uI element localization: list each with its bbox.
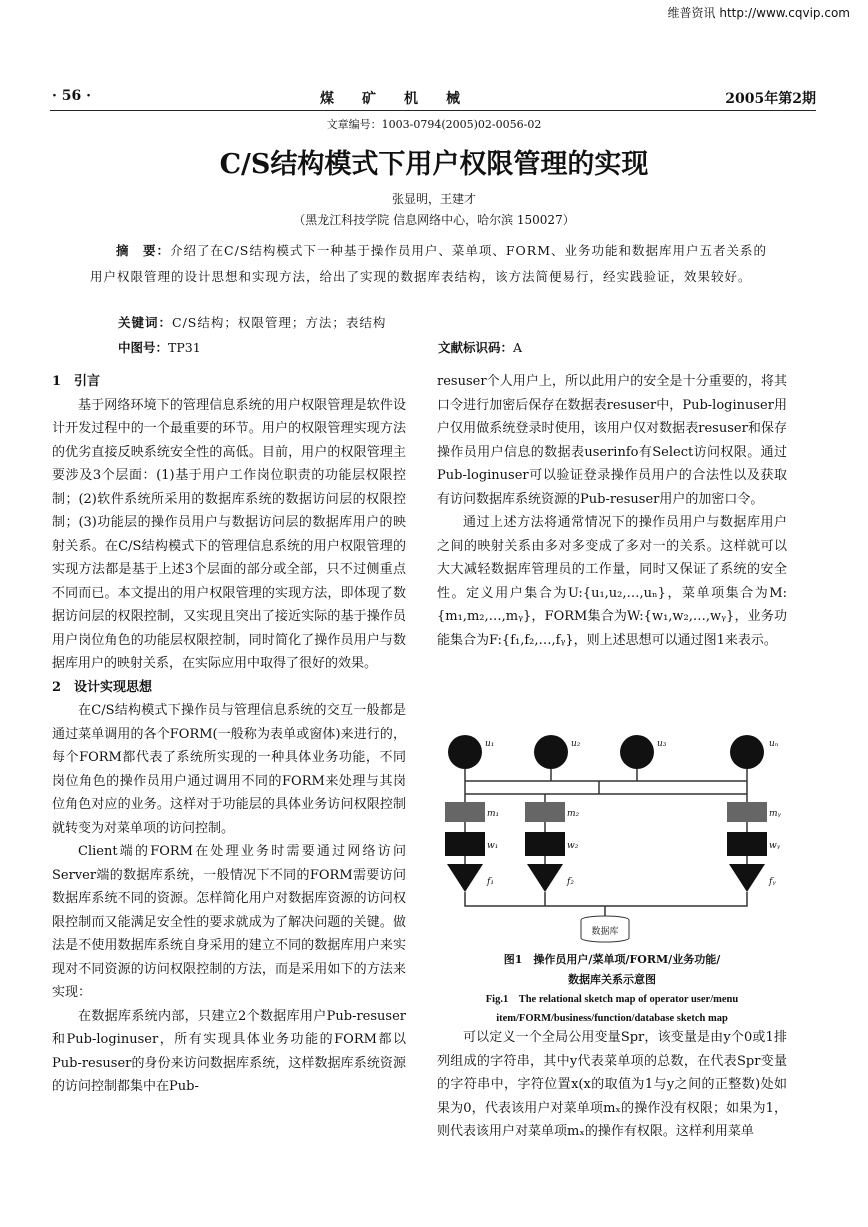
user-label: uₙ [769,739,779,749]
figure-1 [437,734,787,949]
article-number: 文章编号：1003-0794(2005)02-0056-02 [326,118,542,131]
issue-info: 2005年第2期 [725,91,816,107]
affiliation: （黑龙江科技学院 信息网络中心，哈尔滨 150027） [293,213,575,227]
keywords-text: C/S结构；权限管理；方法；表结构 [172,315,387,330]
relationship-diagram [437,734,787,949]
caption-cn-line1: 图1 操作员用户/菜单项/FORM/业务功能/ [503,953,721,966]
form-label: w₁ [487,841,499,851]
form-label: wᵧ [769,841,781,851]
clc-number [118,338,201,356]
paragraph: 在数据库系统内部，只建立2个数据库用户Pub-resuser和Pub-loginuser，所有实现具体业务功能的FORM都以Pub-resuser的身份来访问数据库系统，这样数据库系统资源的访问控制都集中在Pub- [52,1008,406,1094]
keywords-label: 关键词： [118,315,173,330]
function-node [527,864,563,892]
form-label: w₂ [567,841,579,851]
abstract-label: 摘 要： [116,243,171,258]
user-label: u₁ [485,739,495,749]
paragraph: 在C/S结构模式下操作员与管理信息系统的交互一般都是通过菜单调用的各个FORM(一般称为表单或窗体)来进行的，每个FORM都代表了系统所实现的一种具体业务功能，不同岗位角色的操作员用户通过调用不同的FORM来处理与其岗位角色对应的业务。这样对于功能层的具体业务访问权限控制就转变为对菜单项的访问控制。 [52,703,406,836]
paragraph: 可以定义一个全局公用变量Spr，该变量是由y个0或1排列组成的字符串，其中y代表菜单项的总数，在代表Spr变量的字符串中，字符位置x(x的取值为1与y之间的正整数)处如果为0，代表该用户对菜单项mₓ的操作没有权限；如果为1，则代表该用户对菜单项mₓ的操作有权限。这样利用菜单 [437,1030,787,1139]
user-node [730,735,764,769]
function-label: f₂ [567,877,574,887]
doccode-label: 文献标识码： [438,340,514,355]
section-heading-intro: 1 引言 [52,374,101,389]
form-node [445,832,485,856]
paragraph: 基于网络环境下的管理信息系统的用户权限管理是软件设计开发过程中的一个最重要的环节。用户的权限管理实现方法的优劣直接反映系统安全性的高低。目前，用户的权限管理主要涉及3个层面：(1)基于用户工作岗位职责的功能层权限控制；(2)软件系统所采用的数据库系统的数据访问层的权限控制；(3)功能层的操作员用户与数据访问层的数据库用户的映射关系。在C/S结构模式下的管理信息系统的用户权限管理的实现方法都是基于上述3个层面的部分或全部，只不过侧重点不同而已。本文提出的用户权限管理的实现方法，即体现了数据访问层的权限控制，又实现且突出了接近实际的基于操作员用户岗位角色的功能层权限控制，同时简化了操作员用户与数据库用户的映射关系，在实际应用中取得了很好的效果。 [52,397,406,671]
function-label: fᵧ [769,877,776,887]
paragraph: Client端的FORM在处理业务时需要通过网络访问Server端的数据库系统，一般情况下不同的FORM需要访问数据库系统不同的资源。怎样简化用户对数据库资源的访问权限控制而又能满足安全性的要求就成为了解决问题的关键。做法是不使用数据库系统自身采用的建立不同的数据库用户来实现对不同资源的访问权限控制的方法，而是采用如下的方法来实现： [52,844,406,1000]
menu-node [525,802,565,822]
caption-en-line2: item/FORM/business/function/database sketch map [496,1013,728,1024]
caption-cn-line2: 数据库关系示意图 [568,973,656,986]
function-node [447,864,483,892]
form-node [727,832,767,856]
figure-caption [437,950,787,1028]
form-node [525,832,565,856]
paper-title: C/S结构模式下用户权限管理的实现 [219,149,649,180]
user-label: u₃ [657,739,667,749]
right-column [437,370,787,652]
function-label: f₁ [487,877,494,887]
page-number: · 56 · [52,88,91,104]
clc-value: TP31 [168,340,201,355]
user-node [620,735,654,769]
left-column [52,370,406,1099]
paragraph: 通过上述方法将通常情况下的操作员用户与数据库用户之间的映射关系由多对多变成了多对一的关系。这样就可以大大减轻数据库管理员的工作量，同时又保证了系统的安全性。定义用户集合为U:{u₁,u₂,…,uₙ}，菜单项集合为M:{m₁,m₂,…,mᵧ}，FORM集合为W:{w₁,w₂,…,wᵧ}，业务功能集合为F:{f₁,f₂,…,fᵧ}，则上述思想可以通过图1来表示。 [437,515,787,648]
menu-label: m₂ [567,809,580,819]
caption-en-line1: Fig.1 The relational sketch map of operator user/menu [485,994,739,1005]
document-code [438,338,522,356]
section-heading-design: 2 设计实现思想 [52,679,153,695]
database-label: 数据库 [591,927,619,937]
journal-name: 煤 矿 机 械 [320,91,460,107]
paragraph: resuser个人用户上，所以此用户的安全是十分重要的，将其口令进行加密后保存在数据表resuser中，Pub-loginuser用户仅用做系统登录时使用，该用户仅对数据表resuser和保存操作员用户信息的数据表userinfo有Select访问权限。通过Pub-loginuser可以验证登录操作员用户的合法性以及获取有访问数据库系统资源的Pub-resuser用户的加密口令。 [437,374,787,507]
user-label: u₂ [571,739,581,749]
menu-node [445,802,485,822]
running-header [50,88,816,111]
menu-label: mᵧ [769,809,781,819]
menu-node [727,802,767,822]
menu-label: m₁ [487,809,500,819]
clc-label: 中图号： [118,340,169,355]
abstract [90,238,780,290]
function-node [729,864,765,892]
authors: 张显明，王建才 [391,192,476,206]
doccode-value: A [513,340,523,355]
right-column-continued [437,1026,787,1144]
user-node [534,735,568,769]
watermark: 维普资讯 http://www.cqvip.com [667,6,850,20]
user-node [448,735,482,769]
abstract-text: 介绍了在C/S结构模式下一种基于操作员用户、菜单项、FORM、业务功能和数据库用户五者关系的用户权限管理的设计思想和实现方法，给出了实现的数据库表结构，该方法简便易行，经实践验证，效果较好。 [90,243,767,284]
keywords [118,313,386,331]
